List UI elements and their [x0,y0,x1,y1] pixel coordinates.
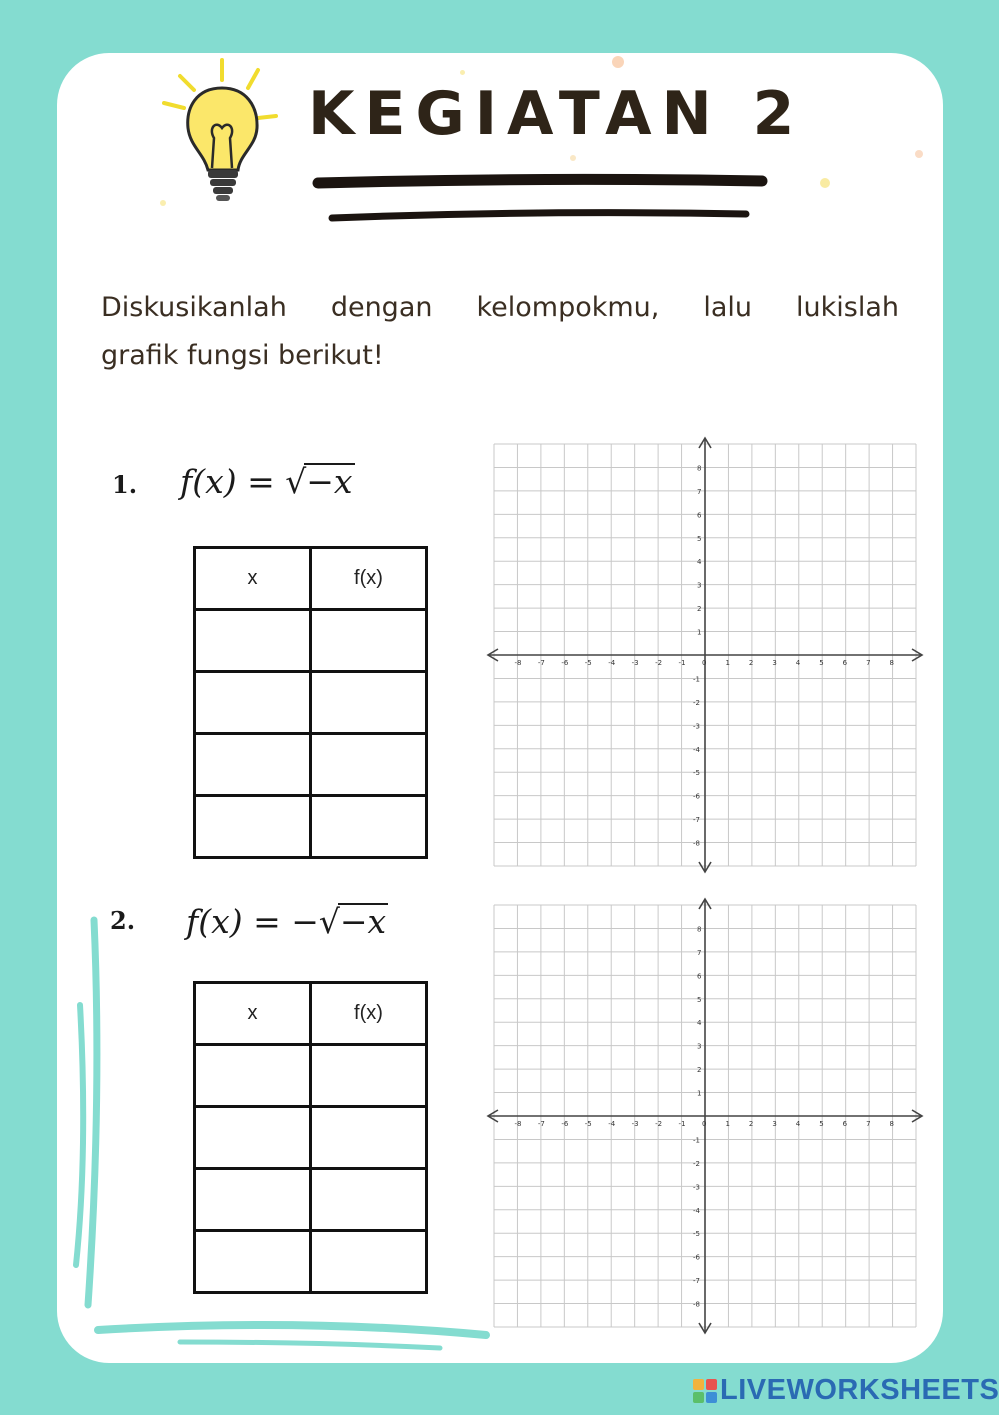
y-tick-label: 5 [697,534,702,543]
formula-radicand: −x [306,462,353,501]
x-tick-label: 2 [748,659,754,667]
y-tick-label: 6 [697,511,702,520]
value-table [193,981,428,1294]
x-tick-label: -4 [608,1120,616,1128]
table-cell-input[interactable] [311,1107,427,1169]
problem-number: 1. [112,470,138,499]
sparkle-decoration [460,70,465,75]
sparkle-decoration [820,178,830,188]
y-tick-label: -1 [693,675,700,684]
y-tick-label: -8 [693,1300,700,1309]
y-tick-label: -1 [693,1136,700,1145]
table-cell-input[interactable] [311,1169,427,1231]
table-cell-input[interactable] [311,1231,427,1293]
sqrt-symbol: √ [285,462,307,501]
x-tick-label: -4 [608,659,616,667]
y-tick-label: 3 [697,581,702,590]
x-tick-label: -7 [537,1120,545,1128]
x-tick-label: -5 [584,1120,592,1128]
x-tick-label: 1 [725,1120,730,1128]
table-header-x: x [195,548,311,610]
x-tick-label: 6 [842,1120,848,1128]
x-tick-label: -1 [678,1120,686,1128]
y-tick-label: 4 [697,558,702,567]
table-header-x: x [195,983,311,1045]
y-tick-label: 8 [697,925,702,934]
value-table [193,546,428,859]
table-cell-input[interactable] [195,610,311,672]
sqrt-symbol: √ [318,902,340,941]
function-formula [186,902,388,941]
liveworksheets-logo-icon [693,1378,717,1411]
y-tick-label: -3 [693,1183,700,1192]
table-cell-input[interactable] [311,1045,427,1107]
formula-negation: − [291,902,319,941]
x-tick-label: 0 [702,659,707,667]
table-cell-input[interactable] [195,1231,311,1293]
function-formula [180,462,355,501]
x-tick-label: -3 [631,1120,639,1128]
coordinate-grid[interactable] [484,897,924,1335]
instruction-line-1: Diskusikanlah dengan kelompokmu, lalu lukislah [101,292,899,323]
y-tick-label: 5 [697,995,702,1004]
x-tick-label: 3 [772,659,777,667]
y-tick-label: 1 [697,1089,702,1098]
y-tick-label: -2 [693,698,700,707]
x-tick-label: 7 [866,659,871,667]
table-header-fx: f(x) [311,548,427,610]
y-tick-label: -7 [693,816,700,825]
x-tick-label: 7 [866,1120,871,1128]
y-tick-label: 8 [697,464,702,473]
x-tick-label: 8 [889,659,895,667]
y-tick-label: -7 [693,1277,700,1286]
coordinate-grid[interactable] [484,436,924,874]
table-cell-input[interactable] [311,672,427,734]
y-tick-label: -4 [693,1206,700,1215]
x-tick-label: 1 [725,659,730,667]
title-underline [300,170,780,234]
table-cell-input[interactable] [195,1045,311,1107]
y-tick-label: 6 [697,972,702,981]
y-tick-label: 1 [697,628,702,637]
x-tick-label: -6 [561,1120,569,1128]
x-tick-label: -5 [584,659,592,667]
x-tick-label: 6 [842,659,848,667]
y-tick-label: 3 [697,1042,702,1051]
y-tick-label: -2 [693,1159,700,1168]
y-tick-label: 7 [697,487,702,496]
sparkle-decoration [570,155,576,161]
x-tick-label: 3 [772,1120,777,1128]
instruction-line-2: grafik fungsi berikut! [101,340,384,371]
x-tick-label: -8 [514,1120,522,1128]
formula-lhs: f(x) = [186,902,281,941]
y-tick-label: -5 [693,1230,700,1239]
y-tick-label: -6 [693,1253,700,1262]
table-cell-input[interactable] [195,1107,311,1169]
table-cell-input[interactable] [311,610,427,672]
page-title: KEGIATAN 2 [308,79,805,149]
formula-radicand: −x [339,902,387,941]
x-tick-label: -3 [631,659,639,667]
x-tick-label: -2 [655,659,663,667]
x-tick-label: -2 [655,1120,663,1128]
x-tick-label: 4 [795,1120,801,1128]
y-tick-label: 4 [697,1019,702,1028]
lightbulb-icon [158,58,278,222]
brand-name: LIVEWORKSHEETS [720,1374,999,1406]
y-tick-label: -8 [693,839,700,848]
x-tick-label: -1 [678,659,686,667]
sparkle-decoration [612,56,624,68]
table-cell-input[interactable] [311,796,427,858]
x-tick-label: -6 [561,659,569,667]
x-tick-label: 4 [795,659,801,667]
x-tick-label: 0 [702,1120,707,1128]
x-tick-label: 8 [889,1120,895,1128]
y-tick-label: 2 [697,605,702,614]
y-tick-label: -3 [693,722,700,731]
y-tick-label: 7 [697,948,702,957]
x-tick-label: 5 [819,659,824,667]
x-tick-label: 2 [748,1120,754,1128]
table-cell-input[interactable] [195,734,311,796]
formula-lhs: f(x) = [180,462,275,501]
liveworksheets-brand[interactable] [693,1374,999,1411]
x-tick-label: 5 [819,1120,824,1128]
table-header-fx: f(x) [311,983,427,1045]
y-tick-label: -6 [693,792,700,801]
table-cell-input[interactable] [195,796,311,858]
table-cell-input[interactable] [195,1169,311,1231]
y-tick-label: 2 [697,1066,702,1075]
y-tick-label: -4 [693,745,700,754]
y-tick-label: -5 [693,769,700,778]
problem-number: 2. [110,906,136,935]
x-tick-label: -7 [537,659,545,667]
x-tick-label: -8 [514,659,522,667]
table-cell-input[interactable] [195,672,311,734]
table-cell-input[interactable] [311,734,427,796]
sparkle-decoration [915,150,923,158]
